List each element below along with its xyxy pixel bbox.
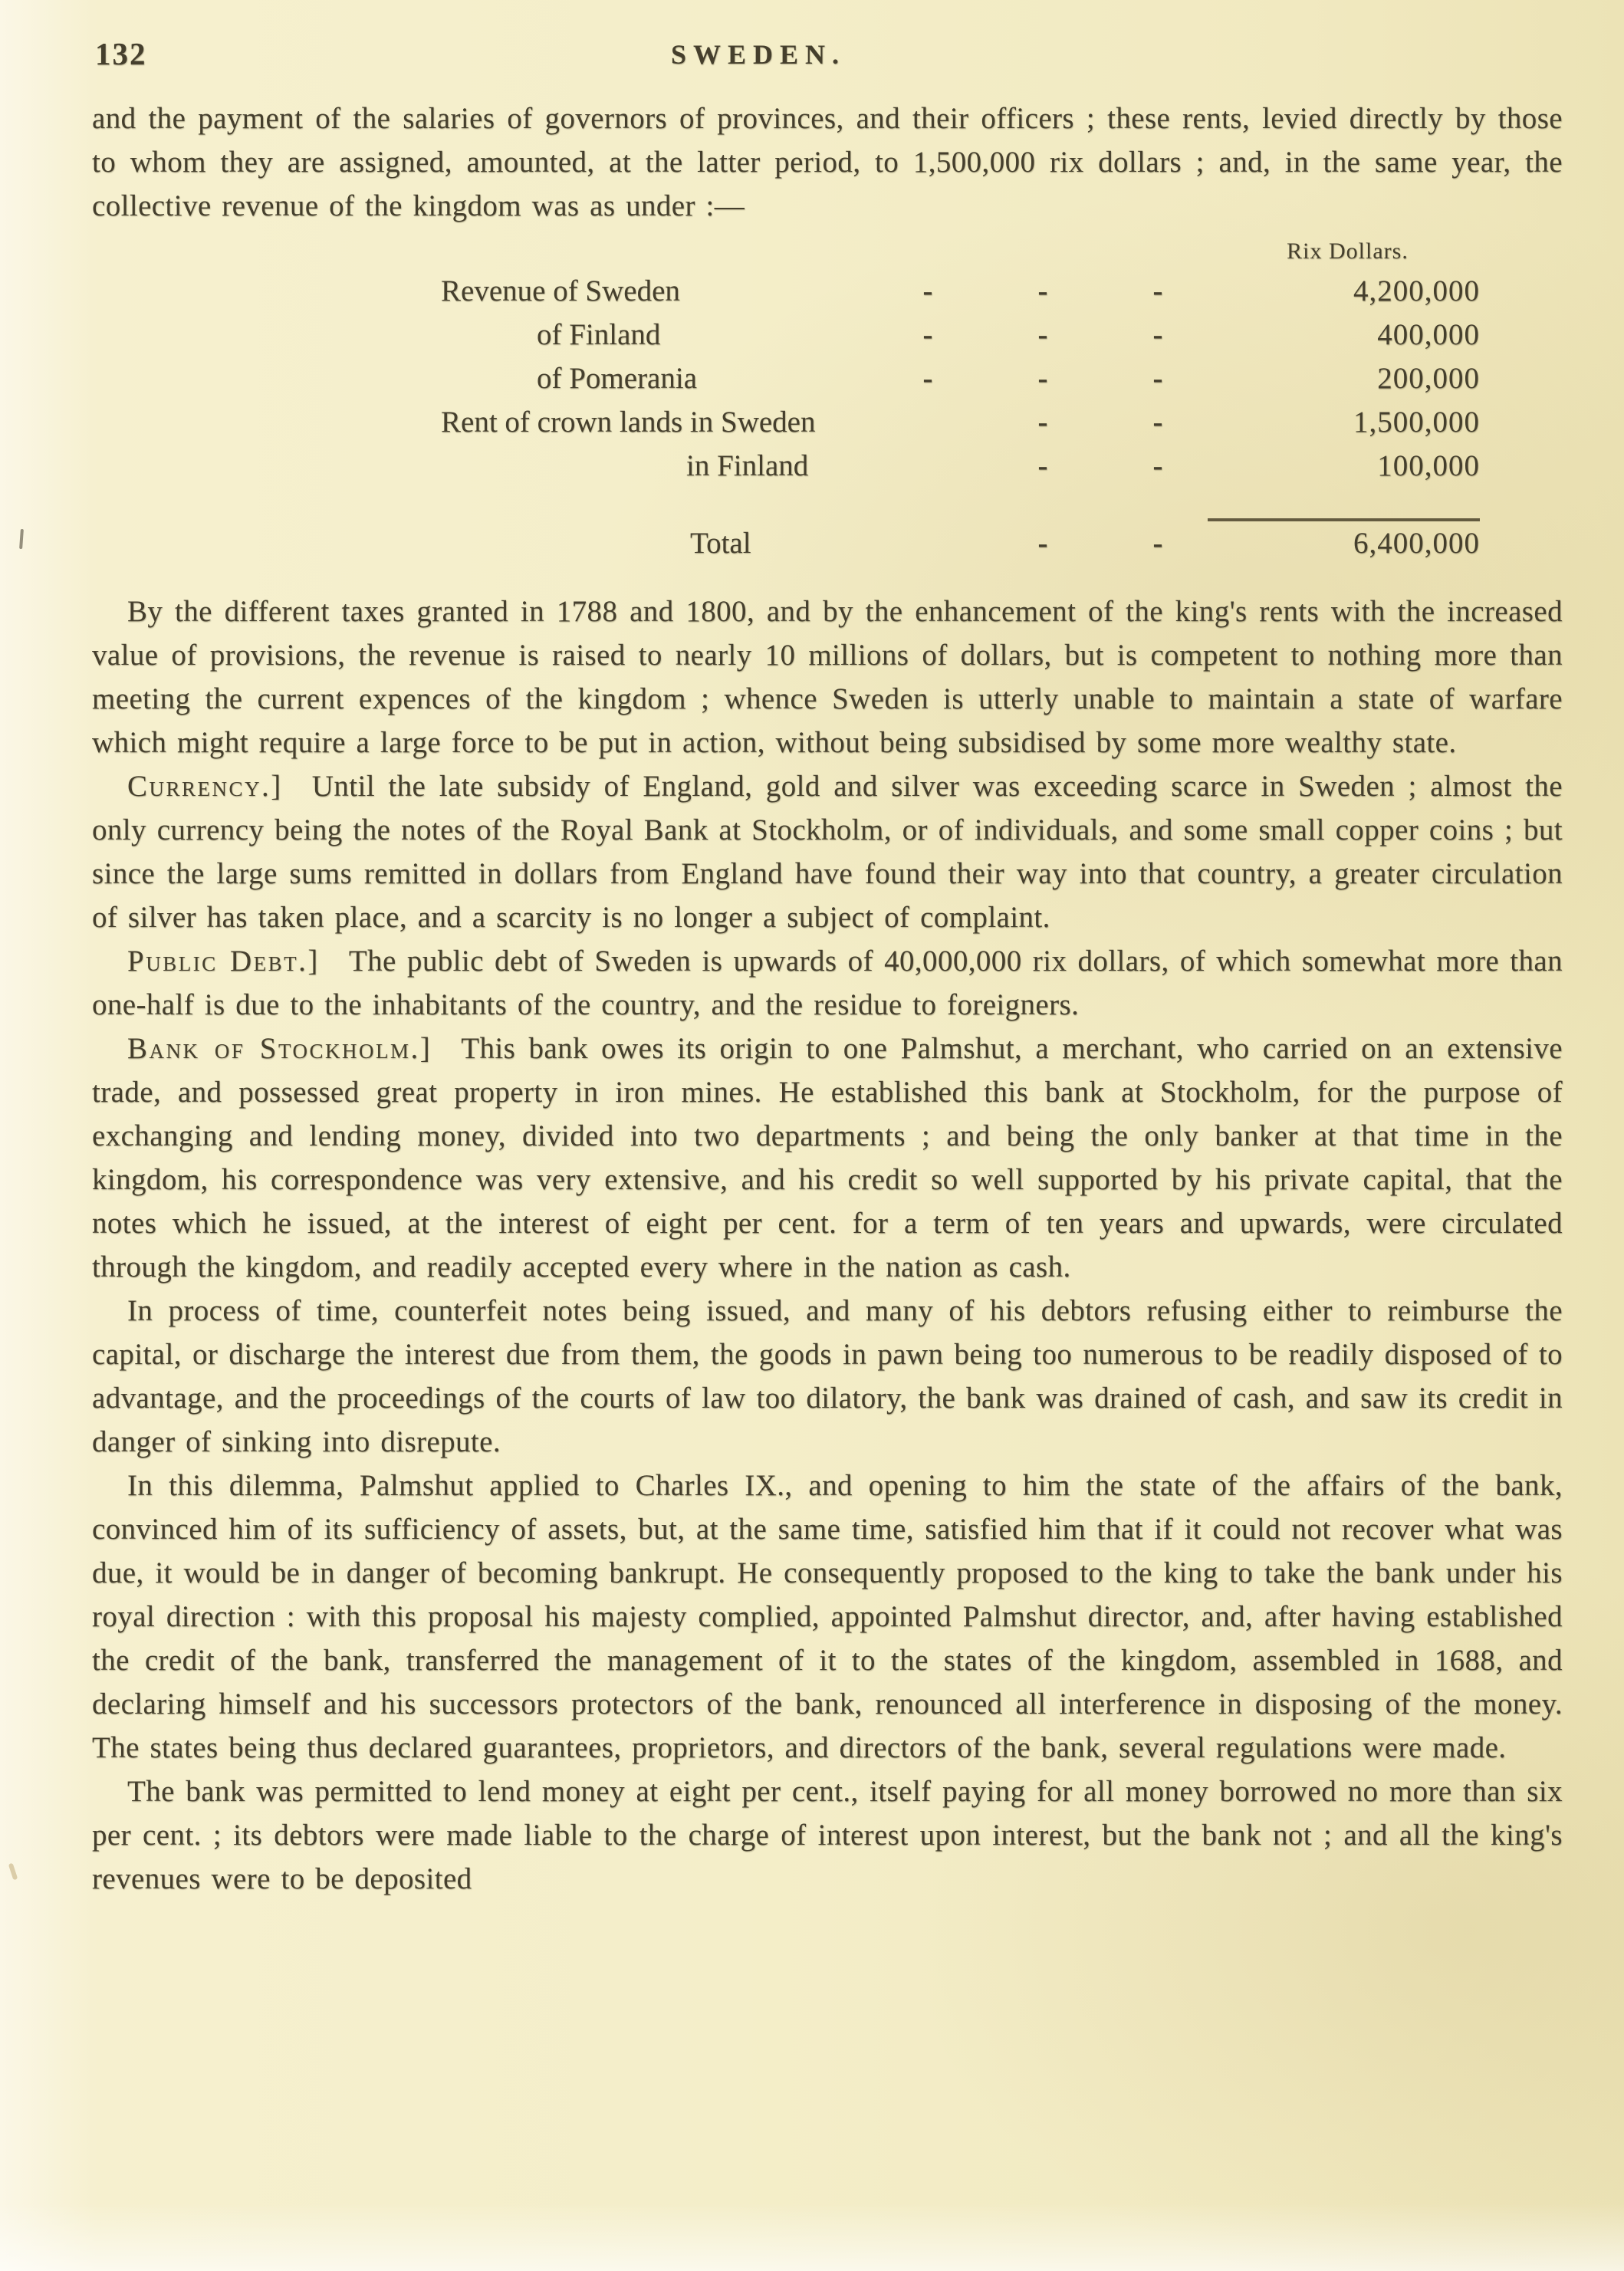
public-debt-heading: Public Debt.] bbox=[127, 945, 320, 978]
currency-heading: Currency.] bbox=[127, 770, 283, 803]
paragraph-taxes: By the different taxes granted in 1788 and 1800, and by the enhancement of the king's rents with the increased value of provisions, the revenue is raised to nearly 10 millions of dollars, but is competent to nothing more than meeting the current expences of the kingdom ; whence Sweden is utterly unable to maintain a state of warfare which might require a large force to be put in action, without being subsidised by some more wealthy state. bbox=[92, 595, 1563, 759]
total-rule bbox=[1208, 518, 1480, 521]
dash-separator: - bbox=[1037, 274, 1048, 307]
dash-separator: - bbox=[1152, 362, 1163, 395]
paragraph-lending: The bank was permitted to lend money at eight per cent., itself paying for all money borrowed no more than six per cent. ; its debtors were made liable to the charge of interest upon interest, but the bank not ; and all the king's revenues were to be deposited bbox=[92, 1775, 1563, 1895]
paragraph-intro: and the payment of the salaries of governors of provinces, and their officers ; these rents, levied directly by those to whom they are assigned, amounted, at the latter period, to 1,500,000 rix dollars ; and, in the same year, the collective revenue of the kingdom was as under :— bbox=[92, 102, 1563, 222]
row-label: Rent of crown lands in Sweden bbox=[441, 406, 816, 439]
row-value: 200,000 bbox=[1377, 362, 1480, 395]
dash-separator: - bbox=[1037, 527, 1048, 560]
total-label: Total bbox=[690, 527, 751, 560]
running-head bbox=[92, 31, 1563, 80]
row-value: 100,000 bbox=[1377, 449, 1480, 482]
dash-separator: - bbox=[1152, 527, 1163, 560]
row-label: Revenue of Sweden bbox=[441, 274, 680, 307]
dash-separator: - bbox=[922, 318, 933, 351]
row-label: of Finland bbox=[537, 318, 661, 351]
row-label: of Pomerania bbox=[537, 362, 698, 395]
public-debt-text: The public debt of Sweden is upwards of 40,000,000 rix dollars, of which somewhat more than one-half is due to the inhabitants of the country, and the residue to foreigners. bbox=[92, 945, 1563, 1021]
page-number: 132 bbox=[95, 36, 147, 71]
paragraph-currency bbox=[92, 764, 1563, 939]
dash-separator: - bbox=[1037, 362, 1048, 395]
paragraph-dilemma: In this dilemma, Palmshut applied to Charles IX., and opening to him the state of the affairs of the bank, convinced him of its sufficiency of assets, but, at the same time, satisfied him that if it could not recover what was due, it would be in danger of becoming bankrupt. He consequently proposed to the king to take the bank under his royal direction : with this proposal his majesty complied, appointed Palmshut director, and, after having established the credit of the bank, transferred the management of it to the states of the kingdom, assembled in 1688, and declaring himself and his successors protectors of the bank, renounced all interference in disposing of the money. The states being thus declared guarantees, proprietors, and directors of the bank, several regulations were made. bbox=[92, 1469, 1563, 1764]
dash-separator: - bbox=[922, 362, 933, 395]
total-value: 6,400,000 bbox=[1353, 527, 1480, 560]
table-row bbox=[441, 361, 1563, 405]
table-row bbox=[441, 405, 1563, 449]
dash-separator: - bbox=[1152, 449, 1163, 482]
dash-separator: - bbox=[1152, 274, 1163, 307]
table-row bbox=[441, 317, 1563, 361]
dash-separator: - bbox=[1037, 318, 1048, 351]
bank-heading: Bank of Stockholm.] bbox=[127, 1032, 432, 1065]
table-total-row bbox=[441, 526, 1563, 570]
table-row bbox=[441, 274, 1563, 317]
row-value: 400,000 bbox=[1377, 318, 1480, 351]
paper-speck bbox=[8, 1863, 18, 1881]
row-label: in Finland bbox=[686, 449, 809, 482]
total-rule-row bbox=[441, 492, 1563, 521]
bank-text: This bank owes its origin to one Palmshut, a merchant, who carried on an extensive trade, and possessed great property in iron mines. He established this bank at Stockholm, for the purpose of exchanging and lending money, divided into two departments ; and being the only banker at that time in the kingdom, his correspondence was very extensive, and his credit so well supported by his private capital, that the notes which he issued, at the interest of eight per cent. for a term of ten years and upwards, were circulated through the kingdom, and readily accepted every where in the nation as cash. bbox=[92, 1032, 1563, 1283]
paragraph-public-debt bbox=[92, 939, 1563, 1027]
margin-ink-mark bbox=[19, 529, 24, 549]
table-row bbox=[441, 449, 1563, 492]
table-unit-row bbox=[441, 238, 1563, 274]
revenue-table bbox=[441, 238, 1563, 570]
paragraph-bank-of-stockholm bbox=[92, 1027, 1563, 1289]
dash-separator: - bbox=[1152, 406, 1163, 439]
row-value: 4,200,000 bbox=[1353, 274, 1480, 307]
table-unit-header: Rix Dollars. bbox=[1287, 238, 1409, 264]
row-value: 1,500,000 bbox=[1353, 406, 1480, 439]
page-title: SWEDEN. bbox=[670, 39, 847, 70]
currency-text: Until the late subsidy of England, gold and silver was exceeding scarce in Sweden ; almost the only currency being the notes of the Royal Bank at Stockholm, or of individuals, and some small copper coins ; but since the large sums remitted in dollars from England have found their way into that country, a greater circulation of silver has taken place, and a scarcity is no longer a subject of complaint. bbox=[92, 770, 1563, 934]
dash-separator: - bbox=[1037, 406, 1048, 439]
dash-separator: - bbox=[1037, 449, 1048, 482]
dash-separator: - bbox=[922, 274, 933, 307]
dash-separator: - bbox=[1152, 318, 1163, 351]
paragraph-counterfeit: In process of time, counterfeit notes being issued, and many of his debtors refusing either to reimburse the capital, or discharge the interest due from them, the goods in pawn being too numerous to be readily disposed of to advantage, and the proceedings of the courts of law too dilatory, the bank was drained of cash, and saw its credit in danger of sinking into disrepute. bbox=[92, 1294, 1563, 1458]
